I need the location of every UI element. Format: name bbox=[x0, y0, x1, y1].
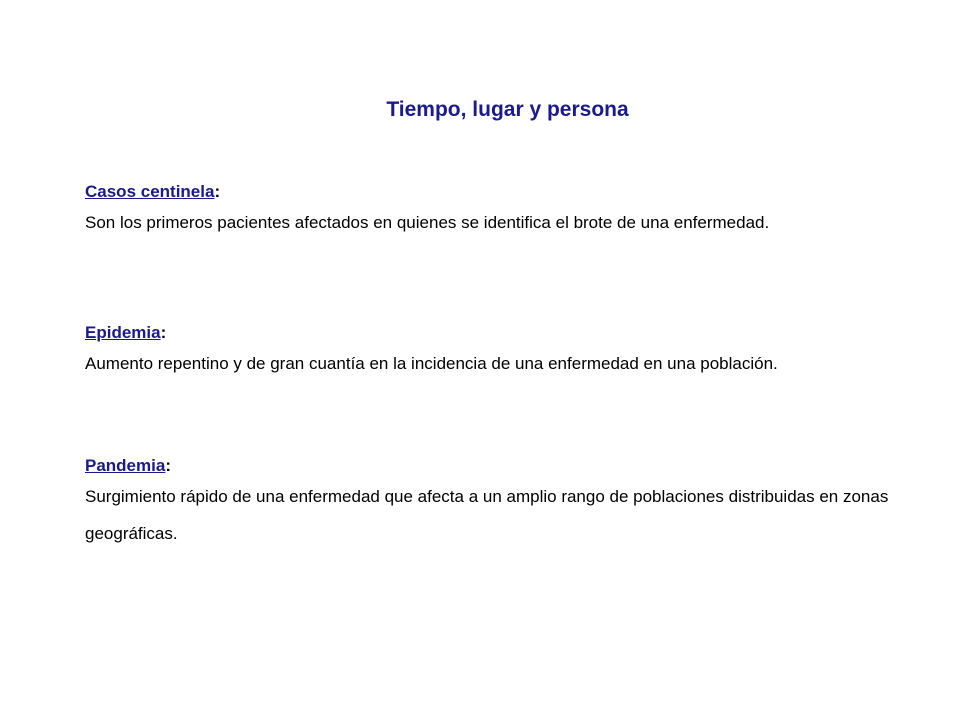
term-block-pandemia bbox=[85, 454, 915, 552]
term-colon: : bbox=[214, 182, 221, 201]
term-colon: : bbox=[160, 323, 167, 342]
term-heading bbox=[85, 180, 915, 204]
term-colon: : bbox=[165, 456, 171, 475]
term-heading bbox=[85, 321, 915, 345]
term-heading bbox=[85, 454, 915, 478]
term-block-epidemia bbox=[85, 321, 915, 382]
term-block-casos-centinela bbox=[85, 180, 915, 241]
term-link-epidemia[interactable]: Epidemia bbox=[85, 323, 161, 342]
slide-title: Tiempo, lugar y persona bbox=[386, 98, 629, 121]
term-definition: Son los primeros pacientes afectados en quienes se identifica el brote de una enfermedad. bbox=[85, 213, 770, 232]
term-link-pandemia[interactable]: Pandemia bbox=[85, 456, 166, 475]
term-link-casos-centinela[interactable]: Casos centinela bbox=[85, 182, 215, 201]
term-definition: Surgimiento rápido de una enfermedad que afecta a un amplio rango de poblaciones distribuidas en zonas geográficas. bbox=[85, 487, 889, 543]
term-definition: Aumento repentino y de gran cuantía en la incidencia de una enfermedad en una población. bbox=[85, 354, 778, 373]
